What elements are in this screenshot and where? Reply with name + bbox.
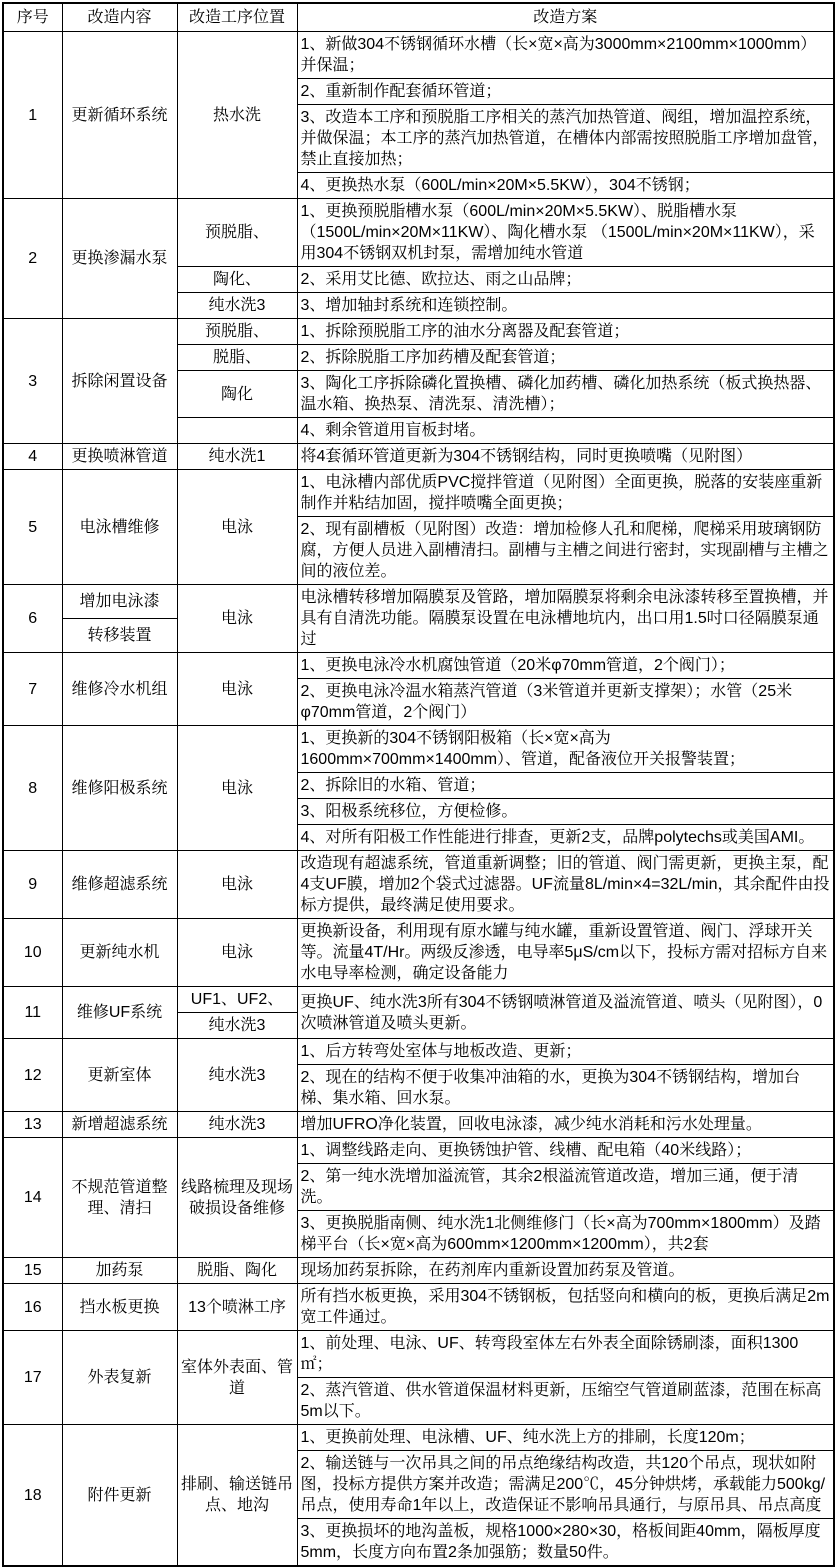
- content-cell: 更换喷淋管道: [62, 444, 177, 470]
- content-cell: 不规范管道整理、清扫: [62, 1138, 177, 1258]
- plan-cell: 1、前处理、电泳、UF、转弯段室体左右外表全面除锈刷漆，面积1300㎡；: [297, 1331, 834, 1378]
- location-cell: 纯水洗3: [177, 293, 297, 319]
- row-no-cell: 15: [3, 1258, 62, 1284]
- table-row: [3, 1039, 834, 1065]
- location-cell: 热水洗: [177, 32, 297, 199]
- table-row: [3, 470, 834, 517]
- table-row: [3, 444, 834, 470]
- table-row: [3, 32, 834, 79]
- location-cell: 电泳: [177, 919, 297, 987]
- renovation-plan-table: [2, 2, 835, 1567]
- header-plan: 改造方案: [297, 3, 834, 32]
- location-cell: 电泳: [177, 726, 297, 851]
- content-cell: 维修阳极系统: [62, 726, 177, 851]
- row-no-cell: 14: [3, 1138, 62, 1258]
- plan-cell: 1、更换前处理、电泳槽、UF、纯水洗上方的排刷，长度120m；: [297, 1425, 834, 1451]
- location-cell: 纯水洗3: [177, 1112, 297, 1138]
- table-row: [3, 319, 834, 345]
- plan-cell: 2、现有副槽板（见附图）改造：增加检修人孔和爬梯，爬梯采用玻璃钢防腐，方便人员进入副槽清扫。副槽与主槽之间进行密封，实现副槽与主槽之间的液位差。: [297, 517, 834, 585]
- table-row: [3, 987, 834, 1013]
- content-cell: 更新室体: [62, 1039, 177, 1112]
- plan-cell: 3、增加轴封系统和连锁控制。: [297, 293, 834, 319]
- plan-cell: 3、陶化工序拆除磷化置换槽、磷化加药槽、磷化加热系统（板式换热器、温水箱、换热泵、清洗泵、清洗槽）；: [297, 371, 834, 418]
- plan-cell: 1、新做304不锈钢循环水槽（长×宽×高为3000mm×2100mm×1000mm）并保温；: [297, 32, 834, 79]
- plan-cell: 1、更换新的304不锈钢阳极箱（长×宽×高为1600mm×700mm×1400mm）、管道，配备液位开关报警装置；: [297, 726, 834, 773]
- location-cell: 纯水洗1: [177, 444, 297, 470]
- location-cell: [177, 418, 297, 444]
- content-cell: 新增超滤系统: [62, 1112, 177, 1138]
- row-no-cell: 3: [3, 319, 62, 444]
- location-cell: 陶化、: [177, 267, 297, 293]
- plan-cell: 1、更换预脱脂槽水泵（600L/min×20M×5.5KW）、脱脂槽水泵 （1500L/min×20M×11KW）、陶化槽水泵 （1500L/min×20M×11KW），采用304不锈钢双机封泵，需增加纯水管道: [297, 199, 834, 267]
- plan-cell: 更换UF、纯水洗3所有304不锈钢喷淋管道及溢流管道、喷头（见附图），0次喷淋管道及喷头更新。: [297, 987, 834, 1039]
- content-cell: 维修UF系统: [62, 987, 177, 1039]
- table-row: [3, 1284, 834, 1331]
- table-row: [3, 585, 834, 619]
- row-no-cell: 9: [3, 851, 62, 919]
- row-no-cell: 18: [3, 1425, 62, 1567]
- plan-cell: 增加UFRO净化装置，回收电泳漆，减少纯水消耗和污水处理量。: [297, 1112, 834, 1138]
- row-no-cell: 2: [3, 199, 62, 319]
- plan-cell: 2、采用艾比德、欧拉达、雨之山品牌；: [297, 267, 834, 293]
- content-cell: 转移装置: [62, 619, 177, 653]
- plan-cell: 3、改造本工序和预脱脂工序相关的蒸汽加热管道、阀组，增加温控系统，并做保温；本工序的蒸汽加热管道，在槽体内部需按照脱脂工序增加盘管，禁止直接加热；: [297, 105, 834, 173]
- plan-cell: 电泳槽转移增加隔膜泵及管路，增加隔膜泵将剩余电泳漆转移至置换槽，并具有自清洗功能。隔膜泵设置在电泳槽地坑内，出口用1.5吋口径隔膜泵通过: [297, 585, 834, 653]
- row-no-cell: 8: [3, 726, 62, 851]
- location-cell: 预脱脂、: [177, 199, 297, 267]
- content-cell: 更换渗漏水泵: [62, 199, 177, 319]
- content-cell: 维修超滤系统: [62, 851, 177, 919]
- content-cell: 维修冷水机组: [62, 653, 177, 726]
- location-cell: 陶化: [177, 371, 297, 418]
- content-cell: 拆除闲置设备: [62, 319, 177, 444]
- location-cell: 室体外表面、管道: [177, 1331, 297, 1425]
- plan-cell: 1、后方转弯处室体与地板改造、更新；: [297, 1039, 834, 1065]
- plan-cell: 4、剩余管道用盲板封堵。: [297, 418, 834, 444]
- location-cell: UF1、UF2、: [177, 987, 297, 1013]
- header-location: 改造工序位置: [177, 3, 297, 32]
- row-no-cell: 4: [3, 444, 62, 470]
- content-cell: 附件更新: [62, 1425, 177, 1567]
- content-cell: 外表复新: [62, 1331, 177, 1425]
- plan-cell: 更换新设备，利用现有原水罐与纯水罐，重新设置管道、阀门、浮球开关等。流量4T/Hr。两级反渗透，电导率5μS/cm以下，投标方需对招标方自来水电导率检测，确定设备能力: [297, 919, 834, 987]
- location-cell: 电泳: [177, 470, 297, 585]
- table-row: [3, 1138, 834, 1164]
- row-no-cell: 17: [3, 1331, 62, 1425]
- location-cell: 纯水洗3: [177, 1013, 297, 1039]
- plan-cell: 4、更换热水泵（600L/min×20M×5.5KW），304不锈钢；: [297, 173, 834, 199]
- plan-cell: 2、拆除脱脂工序加药槽及配套管道；: [297, 345, 834, 371]
- plan-cell: 改造现有超滤系统，管道重新调整；旧的管道、阀门需更新，更换主泵，配4支UF膜，增加2个袋式过滤器。UF流量8L/min×4=32L/min，其余配件由投标方提供，最终满足使用要求。: [297, 851, 834, 919]
- row-no-cell: 5: [3, 470, 62, 585]
- content-cell: 加药泵: [62, 1258, 177, 1284]
- row-no-cell: 11: [3, 987, 62, 1039]
- plan-cell: 2、输送链与一次吊具之间的吊点绝缘结构改造，共120个吊点，现状如附图，投标方提供方案并改造；需满足200℃，45分钟烘烤，承载能力500kg/吊点，使用寿命1年以上，改造保证不影响吊具通行，与原吊具、吊点高度: [297, 1451, 834, 1519]
- table-row: [3, 726, 834, 773]
- row-no-cell: 16: [3, 1284, 62, 1331]
- location-cell: 电泳: [177, 653, 297, 726]
- plan-cell: 3、更换脱脂南侧、纯水洗1北侧维修门（长×高为700mm×1800mm）及踏梯平台（长×宽×高为600mm×1200mm×1200mm），共2套: [297, 1211, 834, 1258]
- table-row: [3, 1112, 834, 1138]
- plan-cell: 3、更换损坏的地沟盖板，规格1000×280×30，格板间距40mm，隔板厚度5mm，长度方向布置2条加强筋；数量50件。: [297, 1519, 834, 1567]
- table-row: [3, 653, 834, 679]
- location-cell: 纯水洗3: [177, 1039, 297, 1112]
- row-no-cell: 13: [3, 1112, 62, 1138]
- table-row: [3, 1258, 834, 1284]
- table-row: [3, 851, 834, 919]
- plan-cell: 2、蒸汽管道、供水管道保温材料更新，压缩空气管道刷蓝漆，范围在标高5m以下。: [297, 1378, 834, 1425]
- table-header-row: [3, 3, 834, 32]
- plan-cell: 现场加药泵拆除，在药剂库内重新设置加药泵及管道。: [297, 1258, 834, 1284]
- content-cell: 更新循环系统: [62, 32, 177, 199]
- plan-cell: 2、拆除旧的水箱、管道；: [297, 773, 834, 799]
- plan-cell: 1、更换电泳冷水机腐蚀管道（20米φ70mm管道，2个阀门）；: [297, 653, 834, 679]
- location-cell: 脱脂、: [177, 345, 297, 371]
- plan-cell: 4、对所有阳极工作性能进行排查，更新2支，品牌polytechs或美国AMI。: [297, 825, 834, 851]
- header-content: 改造内容: [62, 3, 177, 32]
- plan-cell: 2、现在的结构不便于收集冲油箱的水，更换为304不锈钢结构，增加台梯、集水箱、回水泵。: [297, 1065, 834, 1112]
- content-cell: 挡水板更换: [62, 1284, 177, 1331]
- plan-cell: 1、拆除预脱脂工序的油水分离器及配套管道；: [297, 319, 834, 345]
- row-no-cell: 6: [3, 585, 62, 653]
- content-cell: 电泳槽维修: [62, 470, 177, 585]
- plan-cell: 所有挡水板更换，采用304不锈钢板，包括竖向和横向的板，更换后满足2m宽工件通过。: [297, 1284, 834, 1331]
- row-no-cell: 7: [3, 653, 62, 726]
- row-no-cell: 10: [3, 919, 62, 987]
- location-cell: 电泳: [177, 851, 297, 919]
- content-cell: 更新纯水机: [62, 919, 177, 987]
- location-cell: 预脱脂、: [177, 319, 297, 345]
- content-cell: 增加电泳漆: [62, 585, 177, 619]
- plan-cell: 2、重新制作配套循环管道；: [297, 79, 834, 105]
- row-no-cell: 12: [3, 1039, 62, 1112]
- header-no: 序号: [3, 3, 62, 32]
- table-row: [3, 1331, 834, 1378]
- table-row: [3, 1425, 834, 1451]
- row-no-cell: 1: [3, 32, 62, 199]
- location-cell: 电泳: [177, 585, 297, 653]
- plan-cell: 1、调整线路走向、更换锈蚀护管、线槽、配电箱（40米线路）；: [297, 1138, 834, 1164]
- location-cell: 线路梳理及现场破损设备维修: [177, 1138, 297, 1258]
- plan-cell: 2、更换电泳冷温水箱蒸汽管道（3米管道并更新支撑架）；水管（25米φ70mm管道，2个阀门）: [297, 679, 834, 726]
- location-cell: 脱脂、陶化: [177, 1258, 297, 1284]
- table-row: [3, 919, 834, 987]
- location-cell: 排刷、输送链吊点、地沟: [177, 1425, 297, 1567]
- plan-cell: 将4套循环管道更新为304不锈钢结构，同时更换喷嘴（见附图）: [297, 444, 834, 470]
- plan-cell: 3、阳极系统移位，方便检修。: [297, 799, 834, 825]
- location-cell: 13个喷淋工序: [177, 1284, 297, 1331]
- plan-cell: 1、电泳槽内部优质PVC搅拌管道（见附图）全面更换，脱落的安装座重新制作并粘结加固，搅拌喷嘴全面更换；: [297, 470, 834, 517]
- plan-cell: 2、第一纯水洗增加溢流管，其余2根溢流管道改造，增加三通，便于清洗。: [297, 1164, 834, 1211]
- table-row: [3, 199, 834, 267]
